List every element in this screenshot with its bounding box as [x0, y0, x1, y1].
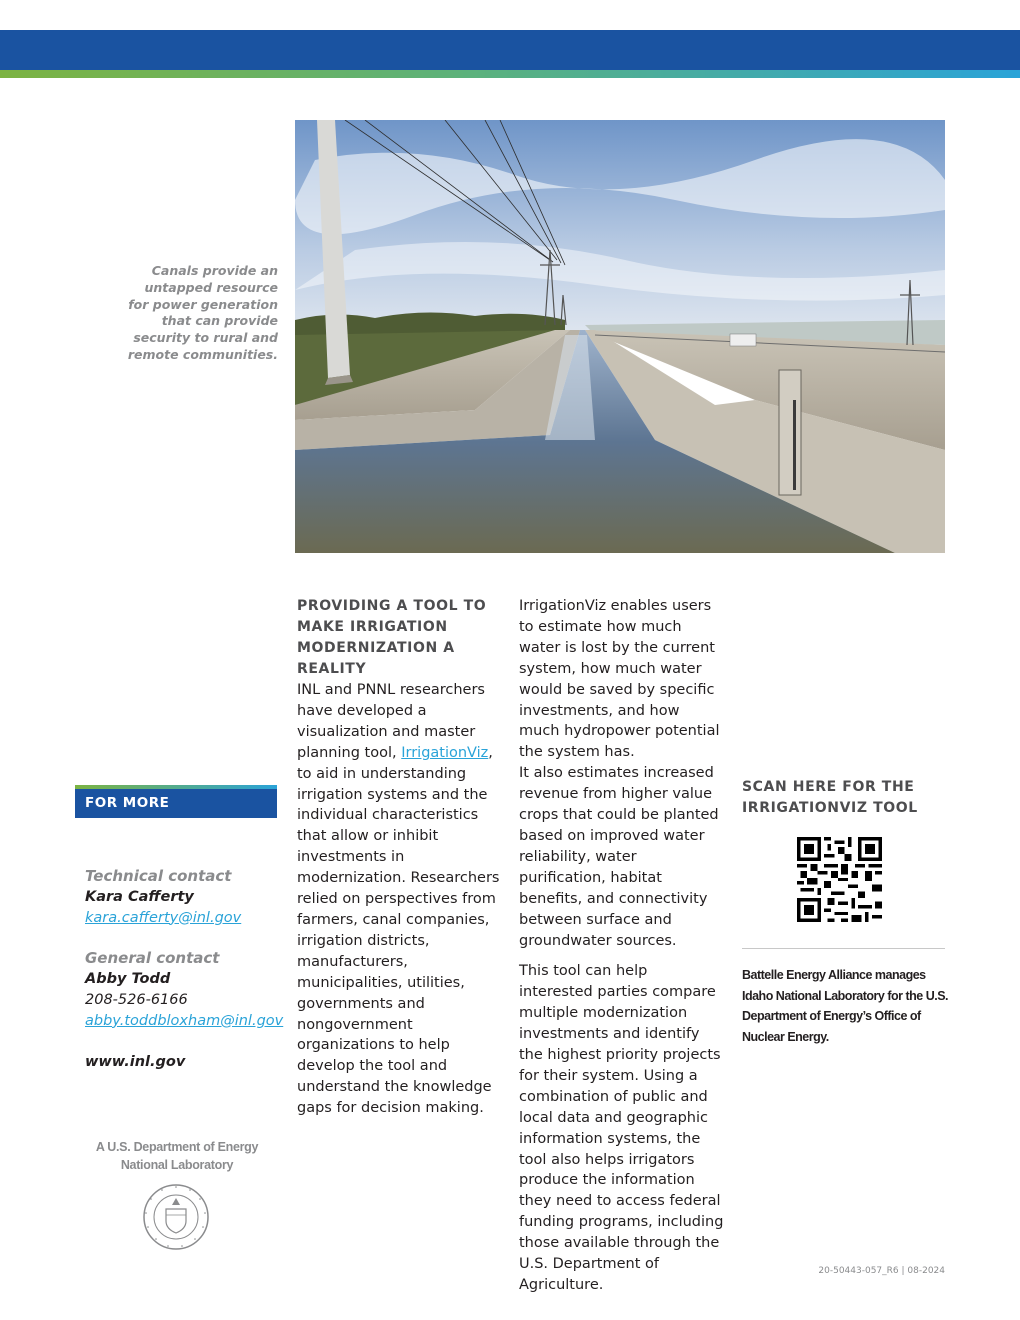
general-contact-email[interactable]: abby.toddbloxham@inl.gov: [85, 1012, 284, 1029]
technical-contact-email[interactable]: kara.cafferty@inl.gov: [85, 909, 242, 926]
scan-heading: SCAN HERE FOR THE IRRIGATIONVIZ TOOL: [742, 779, 918, 816]
general-contact-label: General contact: [85, 949, 220, 968]
paragraph-1-text-b: , to aid in understanding irrigation systems and the individual characteristics that allow or inhibit investments in modernization. Researchers relied on perspectives from farmers, canal companies, irrigation districts, manufacturers, municipalities, utilities, governments and nongovernment organizations to help develop the tool and understand the knowledge gaps for decision making.: [297, 744, 500, 1117]
irrigationviz-link[interactable]: IrrigationViz: [401, 744, 489, 761]
more-info-banner: FOR MORE INFORMATION: [75, 789, 277, 818]
doe-line-1: A U.S. Department of Energy: [95, 1140, 259, 1154]
header-accent-strip: [0, 70, 1020, 78]
contacts-block: [85, 866, 285, 1072]
article-column-2: [519, 596, 724, 1296]
article-column-1: [297, 596, 502, 1119]
doe-lab-text: [92, 1138, 262, 1174]
article-column-3: [742, 596, 947, 819]
divider: [742, 948, 945, 949]
battelle-note: Battelle Energy Alliance manages Idaho National Laboratory for the U.S. Department of Energy’s Office of Nuclear Energy.: [742, 968, 949, 1044]
doe-line-2: National Laboratory: [120, 1158, 234, 1172]
article-paragraph-2: IrrigationViz enables users to estimate how much water is lost by the current system, how much water would be saved by specific investments, and how much hydropower potential the system has.: [519, 598, 720, 761]
paragraph-1-text-a: INL and PNNL researchers have developed a visualization and master planning tool,: [297, 682, 485, 761]
photo-caption: Canals provide an untapped resource for power generation that can provide security to rural and remote communities.: [127, 263, 278, 362]
article-paragraph-1: [297, 680, 502, 1119]
general-contact-name: Abby Todd: [85, 971, 171, 988]
general-contact-phone: 208-526-6166: [85, 991, 188, 1008]
article-paragraph-3: It also estimates increased revenue from higher value crops that could be planted based on improved water reliability, water purification, habitat benefits, and connectivity between surface and groundwater sources.: [519, 765, 719, 949]
qr-code[interactable]: [797, 837, 882, 922]
header-band: [0, 30, 1020, 70]
article-paragraph-4: This tool can help interested parties compare multiple modernization investments and identify the highest priority projects for their system. Using a combination of public and local data and geographic information systems, the tool also helps irrigators produce the information they need to access federal funding programs, including those available through the U.S. Department of Agriculture.: [519, 963, 724, 1293]
article-heading: PROVIDING A TOOL TO MAKE IRRIGATION MODERNIZATION A REALITY: [297, 598, 487, 677]
technical-contact-name: Kara Cafferty: [85, 888, 194, 905]
website-link[interactable]: www.inl.gov: [85, 1053, 186, 1070]
technical-contact-label: Technical contact: [85, 867, 232, 885]
document-code: 20-50443-057_R6 | 08-2024: [818, 1266, 945, 1276]
doe-seal-icon: [142, 1183, 210, 1251]
canal-photo: [295, 120, 945, 553]
